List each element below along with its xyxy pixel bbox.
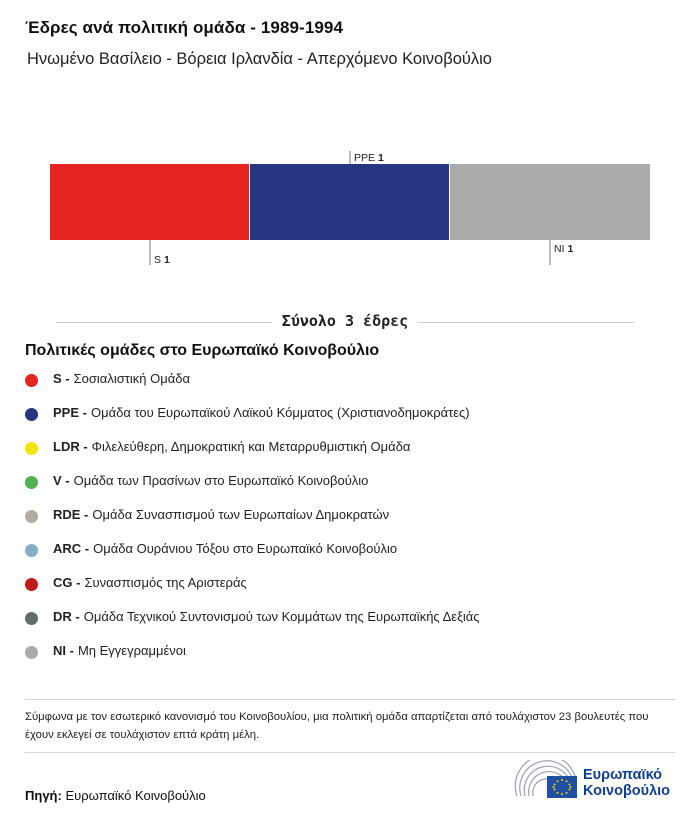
legend-item xyxy=(25,473,480,507)
legend-item xyxy=(25,507,480,541)
legend-dot-icon xyxy=(25,476,38,489)
legend-item xyxy=(25,405,480,439)
divider xyxy=(25,752,675,753)
bar-segment-ni xyxy=(450,164,650,240)
bar-label-category: NI xyxy=(554,243,565,255)
legend-item-abbr: V - xyxy=(53,473,70,488)
bar-label-category: S xyxy=(154,254,162,266)
legend-item-abbr: NI - xyxy=(53,643,74,658)
legend-item xyxy=(25,371,480,405)
bar-label-s xyxy=(154,254,170,266)
bar-label-ppe xyxy=(354,152,384,164)
stacked-bar-chart xyxy=(0,140,700,280)
source xyxy=(25,788,206,803)
parliament-emblem-icon xyxy=(513,760,579,802)
legend-title: Πολιτικές ομάδες στο Ευρωπαϊκό Κοινοβούλιο xyxy=(25,342,380,359)
legend-dot-icon xyxy=(25,578,38,591)
legend-item-abbr: DR - xyxy=(53,609,80,624)
legend-dot-icon xyxy=(25,442,38,455)
footnote: Σύμφωνα με τον εσωτερικό κανονισμό του Κοινοβουλίου, μια πολιτική ομάδα απαρτίζεται από τουλάχιστον 23 βουλευτές που έχουν εκλεγεί σε τουλάχιστον επτά κράτη μέλη. xyxy=(25,711,649,741)
bar-label-value: 1 xyxy=(567,243,574,255)
legend-item xyxy=(25,643,480,677)
legend-item-abbr: RDE - xyxy=(53,507,89,522)
legend-item-name: Ομάδα του Ευρωπαϊκού Λαϊκού Κόμματος (Χριστιανοδημοκράτες) xyxy=(90,405,470,420)
legend-dot-icon xyxy=(25,646,38,659)
legend-dot-icon xyxy=(25,510,38,523)
divider xyxy=(25,699,675,700)
chart-subtitle: Ηνωμένο Βασίλειο - Βόρεια Ιρλανδία - Απερχόμενο Κοινοβούλιο xyxy=(27,50,492,68)
legend-dot-icon xyxy=(25,374,38,387)
legend-dot-icon xyxy=(25,408,38,421)
legend-dot-icon xyxy=(25,612,38,625)
european-parliament-logo xyxy=(513,760,678,802)
legend-item-abbr: CG - xyxy=(53,575,81,590)
legend-item-name: Συνασπισμός της Αριστεράς xyxy=(84,575,247,590)
logo-text-line1: Ευρωπαϊκό xyxy=(583,767,663,783)
legend-item-abbr: ARC - xyxy=(53,541,90,556)
legend-item-name: Ομάδα Τεχνικού Συντονισμού των Κομμάτων της Ευρωπαϊκής Δεξιάς xyxy=(83,609,480,624)
legend-item xyxy=(25,609,480,643)
legend-item-name: Ομάδα Ουράνιου Τόξου στο Ευρωπαϊκό Κοινοβούλιο xyxy=(93,541,398,556)
logo-text-line2: Κοινοβούλιο xyxy=(583,783,671,799)
legend-item xyxy=(25,541,480,575)
source-label: Πηγή: xyxy=(25,788,62,803)
legend-item-name: Μη Εγγεγραμμένοι xyxy=(77,643,186,658)
legend-item xyxy=(25,439,480,473)
bar-label-value: 1 xyxy=(164,254,170,266)
chart-title: Έδρες ανά πολιτική ομάδα - 1989-1994 xyxy=(25,18,344,37)
legend-item-name: Σοσιαλιστική Ομάδα xyxy=(73,371,190,386)
legend-item-name: Ομάδα Συνασπισμού των Ευρωπαίων Δημοκρατών xyxy=(92,507,390,522)
total-seats xyxy=(56,312,634,332)
total-seats-label: Σύνολο 3 έδρες xyxy=(272,312,418,330)
bar-label-value: 1 xyxy=(378,152,384,164)
legend-item-abbr: PPE - xyxy=(53,405,87,420)
source-value: Ευρωπαϊκό Κοινοβούλιο xyxy=(65,788,206,803)
bar-label-category: PPE xyxy=(354,152,376,164)
bar-segment-ppe xyxy=(250,164,449,240)
legend-dot-icon xyxy=(25,544,38,557)
bar-segment-s xyxy=(50,164,249,240)
legend-item-abbr: LDR - xyxy=(53,439,88,454)
legend-item-abbr: S - xyxy=(53,371,70,386)
legend-item-name: Ομάδα των Πρασίνων στο Ευρωπαϊκό Κοινοβούλιο xyxy=(73,473,369,488)
legend xyxy=(25,371,480,677)
bar-label-ni xyxy=(554,243,574,255)
legend-item-name: Φιλελεύθερη, Δημοκρατική και Μεταρρυθμιστική Ομάδα xyxy=(91,439,411,454)
legend-item xyxy=(25,575,480,609)
